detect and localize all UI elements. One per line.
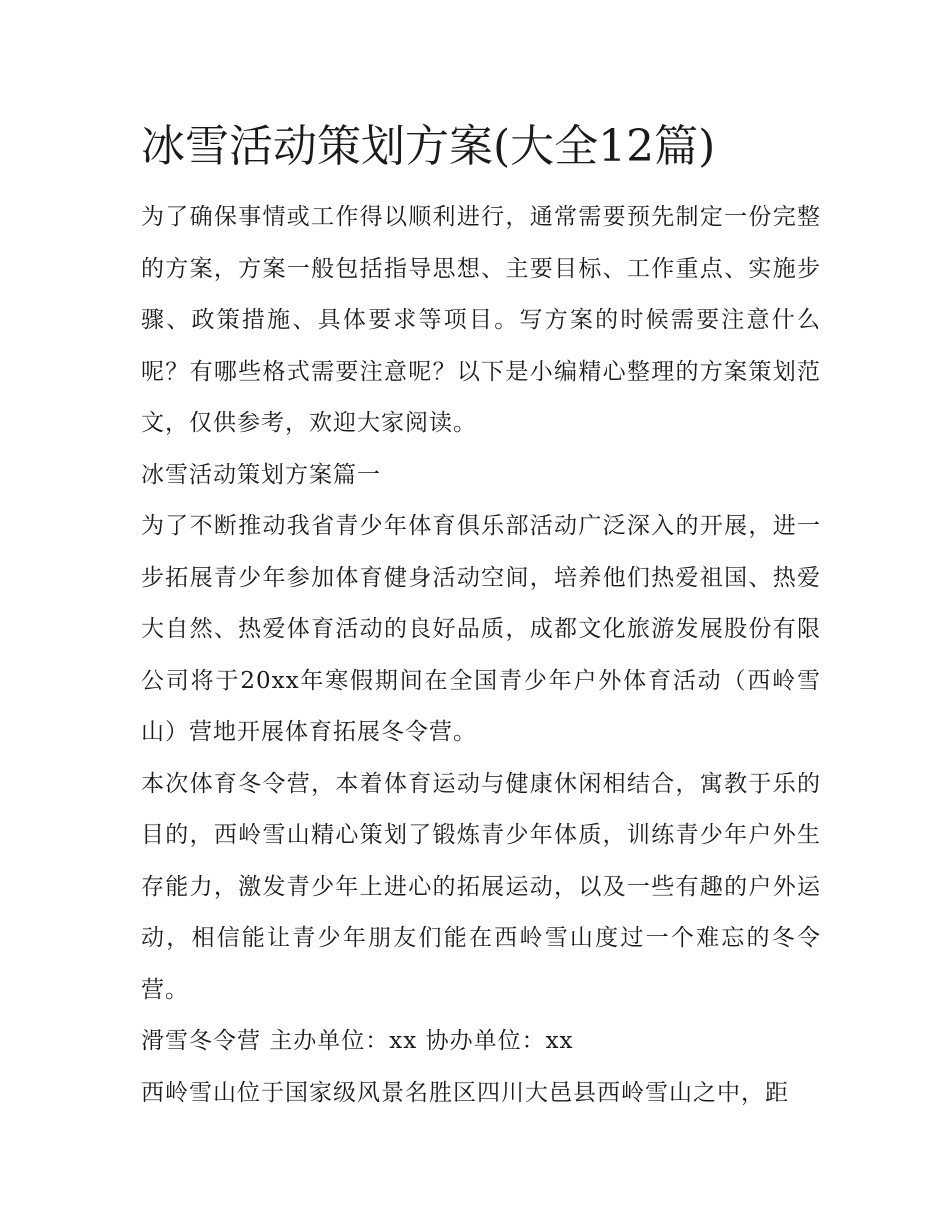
organizer-line: 滑雪冬令营 主办单位：xx 协办单位：xx xyxy=(141,1028,574,1054)
document-title: 冰雪活动策划方案(大全12篇) xyxy=(141,121,716,172)
paragraph-1: 为了不断推动我省青少年体育俱乐部活动广泛深入的开展，进一步拓展青少年参加体育健身活动空间，培养他们热爱祖国、热爱大自然、热爱体育活动的良好品质，成都文化旅游发展股份有限公司将于20xx年寒假期间在全国青少年户外体育活动（西岭雪山）营地开展体育拓展冬令营。 xyxy=(141,513,821,745)
paragraph-3: 西岭雪山位于国家级风景名胜区四川大邑县西岭雪山之中，距 xyxy=(141,1079,789,1106)
section-heading: 冰雪活动策划方案篇一 xyxy=(141,461,381,488)
intro-paragraph: 为了确保事情或工作得以顺利进行，通常需要预先制定一份完整的方案，方案一般包括指导思想、主要目标、工作重点、实施步骤、政策措施、具体要求等项目。写方案的时候需要注意什么呢？有哪些格式需要注意呢？以下是小编精心整理的方案策划范文，仅供参考，欢迎大家阅读。 xyxy=(141,204,821,436)
document-body xyxy=(141,112,821,1119)
paragraph-2: 本次体育冬令营，本着体育运动与健康休闲相结合，寓教于乐的目的，西岭雪山精心策划了锻炼青少年体质，训练青少年户外生存能力，激发青少年上进心的拓展运动，以及一些有趣的户外运动，相信能让青少年朋友们能在西岭雪山度过一个难忘的冬令营。 xyxy=(141,770,821,1003)
